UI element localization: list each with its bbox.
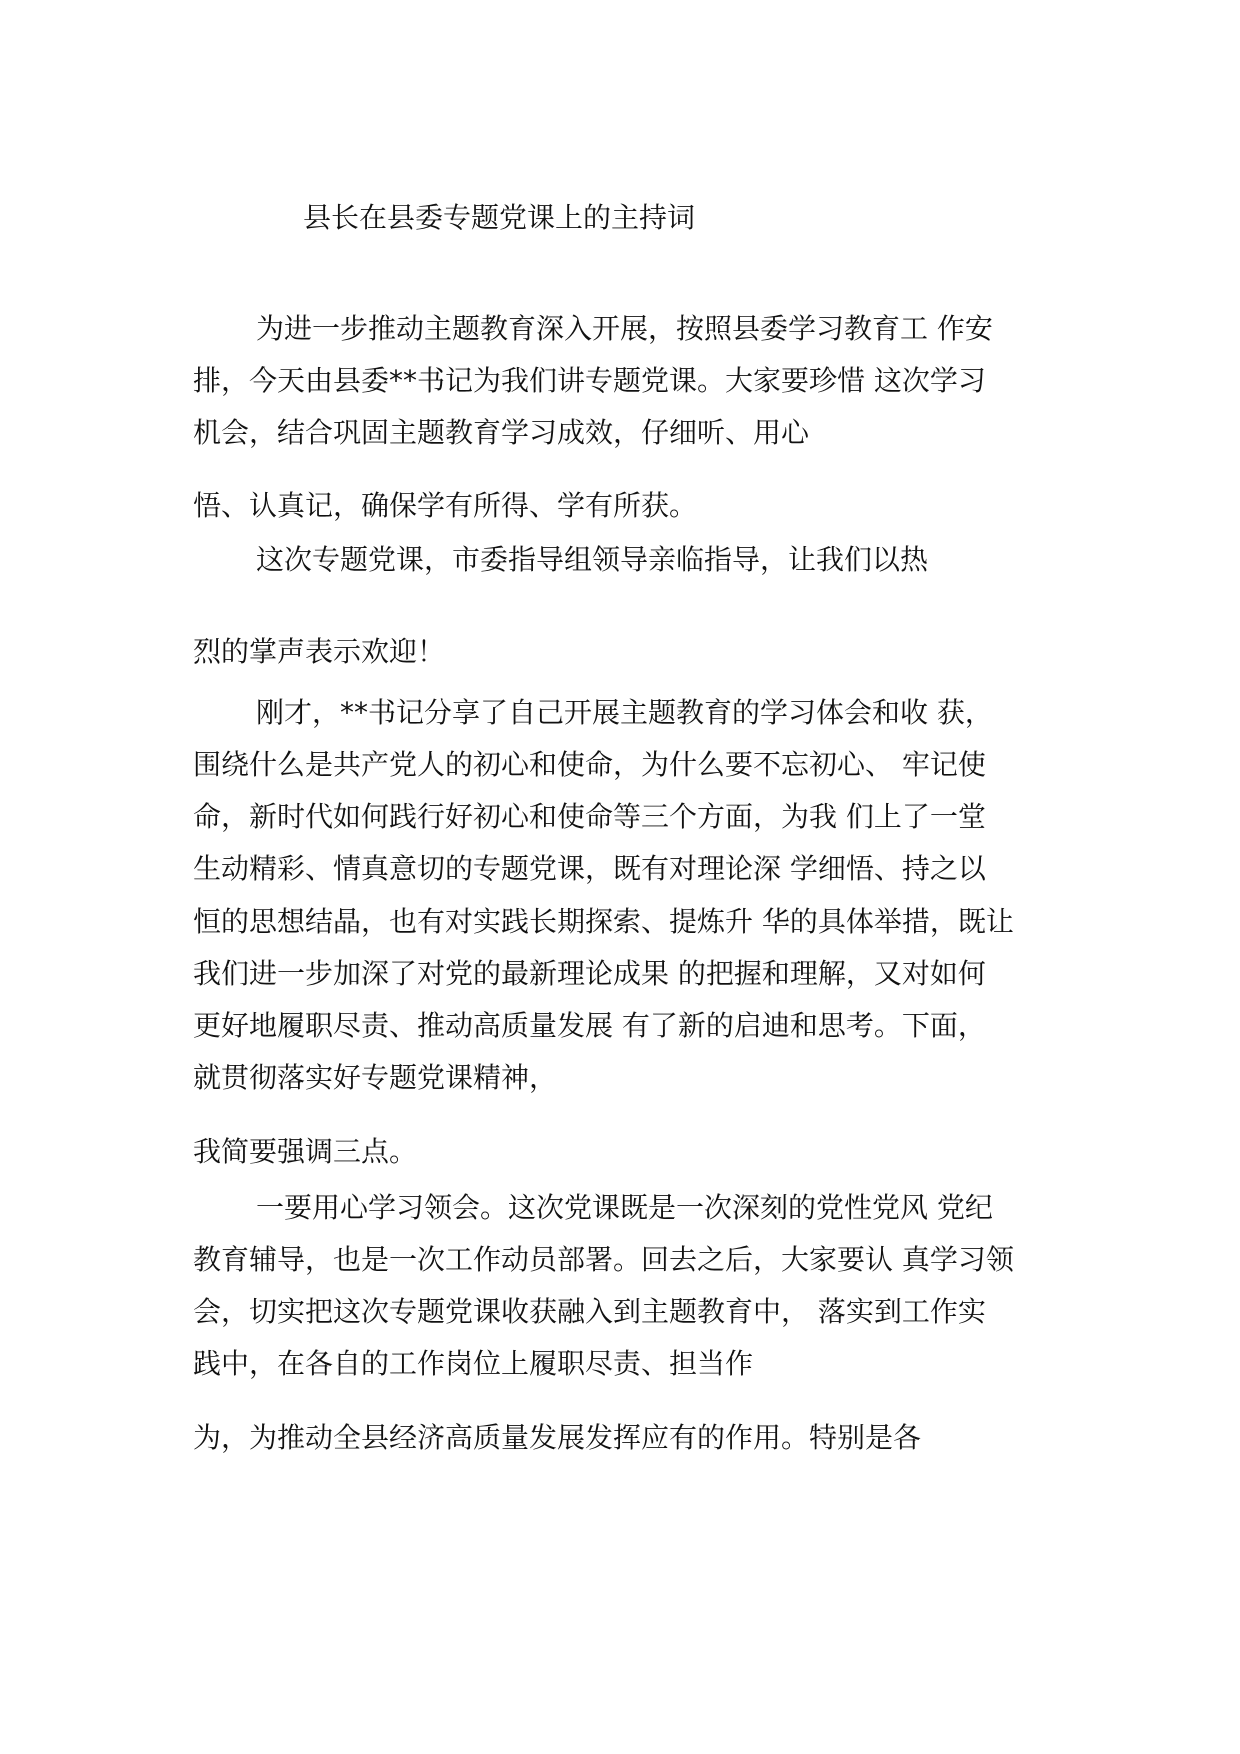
paragraph-line-2: 排，今天由县委**书记为我们讲专题党课。大家要珍惜 这次学习 [193,364,986,397]
paragraph-line-18: 会，切实把这次专题党课收获融入到主题教育中， 落实到工作实 [193,1295,986,1328]
paragraph-line-15: 我简要强调三点。 [193,1135,418,1168]
paragraph-line-14: 就贯彻落实好专题党课精神， [193,1061,558,1094]
paragraph-line-20: 为，为推动全县经济高质量发展发挥应有的作用。特别是各 [193,1421,922,1454]
paragraph-line-11: 恒的思想结晶，也有对实践长期探索、提炼升 华的具体举措，既让 [193,905,1014,938]
paragraph-line-16: 一要用心学习领会。这次党课既是一次深刻的党性党风 党纪 [256,1191,993,1224]
paragraph-line-5: 这次专题党课，市委指导组领导亲临指导，让我们以热 [256,543,929,576]
paragraph-line-4: 悟、认真记，确保学有所得、学有所获。 [193,489,698,522]
paragraph-line-8: 围绕什么是共产党人的初心和使命，为什么要不忘初心、 牢记使 [193,748,986,781]
paragraph-line-12: 我们进一步加深了对党的最新理论成果 的把握和理解，又对如何 [193,957,986,990]
paragraph-line-13: 更好地履职尽责、推动高质量发展 有了新的启迪和思考。下面， [193,1009,986,1042]
paragraph-line-9: 命，新时代如何践行好初心和使命等三个方面，为我 们上了一堂 [193,800,986,833]
paragraph-line-7: 刚才，**书记分享了自己开展主题教育的学习体会和收 获， [256,696,993,729]
paragraph-line-10: 生动精彩、情真意切的专题党课，既有对理论深 学细悟、持之以 [193,852,986,885]
document-title: 县长在县委专题党课上的主持词 [303,201,696,234]
paragraph-line-19: 践中，在各自的工作岗位上履职尽责、担当作 [193,1347,754,1380]
paragraph-line-17: 教育辅导，也是一次工作动员部署。回去之后，大家要认 真学习领 [193,1243,1014,1276]
paragraph-line-1: 为进一步推动主题教育深入开展，按照县委学习教育工 作安 [256,312,993,345]
paragraph-line-3: 机会，结合巩固主题教育学习成效，仔细听、用心 [193,416,810,449]
paragraph-line-6: 烈的掌声表示欢迎！ [193,635,446,668]
